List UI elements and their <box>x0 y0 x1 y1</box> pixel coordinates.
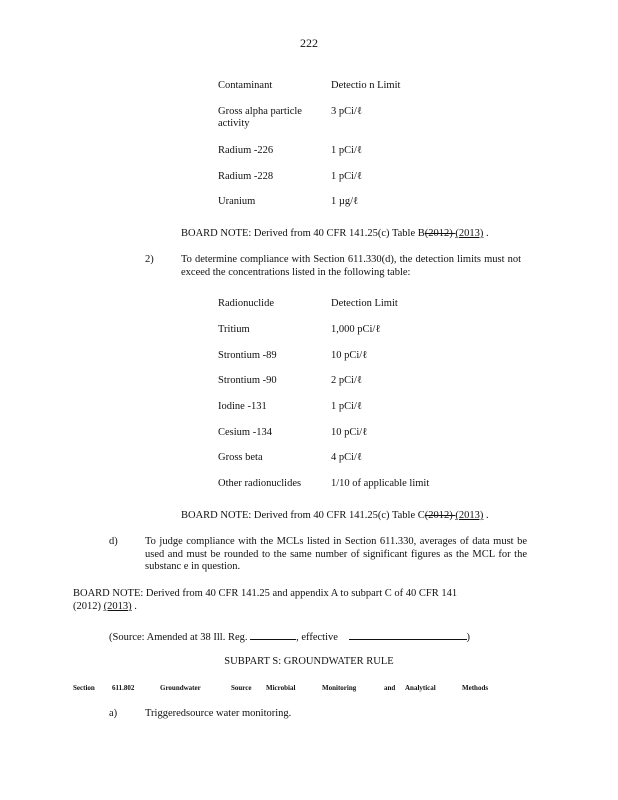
paragraph-text: Triggeredsource water monitoring. <box>145 708 292 719</box>
table-cell-limit: 1 µg/ℓ <box>331 196 359 207</box>
struck-year: (2012) <box>424 510 456 521</box>
section-word: Groundwater <box>160 684 201 692</box>
table-cell-limit: 1/10 of applicable limit <box>331 478 430 489</box>
blank-register-page <box>250 629 296 640</box>
table-header-contaminant: Contaminant <box>218 80 273 91</box>
board-note-text: BOARD NOTE: Derived from 40 CFR 141.25(c) Table C <box>181 510 425 521</box>
section-word: Monitoring <box>322 684 357 692</box>
table-header-radionuclide: Radionuclide <box>218 298 274 309</box>
list-marker: d) <box>109 536 118 547</box>
table-cell-name: Other radionuclides <box>218 478 302 489</box>
paragraph-text: To determine compliance with Section 611.330(d), the detection limits must not exceed the concentrations listed in the following table: <box>181 254 521 278</box>
subpart-heading: SUBPART S: GROUNDWATER RULE <box>224 656 394 667</box>
table-cell-name: Radium -226 <box>218 145 274 156</box>
table-cell-limit: 1 pCi/ℓ <box>331 171 362 182</box>
section-word: Analytical <box>405 684 436 692</box>
table-cell-name: Strontium -89 <box>218 350 277 361</box>
source-suffix: ) <box>466 632 471 643</box>
blank-effective-date <box>349 629 467 640</box>
table-cell-limit: 1,000 pCi/ℓ <box>331 324 381 335</box>
section-word: Source <box>231 684 252 692</box>
table-cell-limit: 10 pCi/ℓ <box>331 350 368 361</box>
table-header-detection-limit: Detection Limit <box>331 298 398 309</box>
table-cell-limit: 3 pCi/ℓ <box>331 106 362 117</box>
table-cell-name: Gross alpha particle activity <box>218 106 302 129</box>
note-suffix: . <box>131 601 137 612</box>
board-note-line2 <box>73 601 137 612</box>
board-note <box>181 510 489 521</box>
board-note <box>181 228 489 239</box>
note-suffix: . <box>483 510 489 521</box>
source-prefix: (Source: Amended at 38 Ill. Reg. <box>109 632 248 643</box>
table-cell-name: Uranium <box>218 196 256 207</box>
table-cell-limit: 1 pCi/ℓ <box>331 145 362 156</box>
board-note: BOARD NOTE: Derived from 40 CFR 141.25 and appendix A to subpart C of 40 CFR 141 <box>73 588 458 599</box>
table-cell-limit: 4 pCi/ℓ <box>331 452 362 463</box>
note-suffix: . <box>483 228 489 239</box>
source-effective: , effective <box>296 632 338 643</box>
section-number: 611.802 <box>112 684 135 692</box>
table-cell-name: Strontium -90 <box>218 375 277 386</box>
struck-year: (2012) <box>424 228 456 239</box>
table-cell-name: Gross beta <box>218 452 263 463</box>
section-word: Methods <box>462 684 489 692</box>
section-word: and <box>384 684 396 692</box>
table-cell-name: Cesium -134 <box>218 427 272 438</box>
list-marker: 2) <box>145 254 154 265</box>
inserted-year: (2013) <box>103 601 132 612</box>
table-cell-name: Tritium <box>218 324 250 335</box>
table-cell-name: Radium -228 <box>218 171 274 182</box>
table-header-detection-limit: Detectio n Limit <box>331 80 401 91</box>
list-marker: a) <box>109 708 118 719</box>
inserted-year: (2013) <box>455 510 484 521</box>
paragraph-text: To judge compliance with the MCLs listed in Section 611.330, averages of data must be used and must be rounded to the same number of significant figures as the MCL for the substanc e in question. <box>145 536 527 572</box>
table-cell-limit: 2 pCi/ℓ <box>331 375 362 386</box>
page-number: 222 <box>300 36 318 50</box>
struck-year: (2012) <box>73 601 104 612</box>
board-note-text: BOARD NOTE: Derived from 40 CFR 141.25(c) Table B <box>181 228 425 239</box>
inserted-year: (2013) <box>455 228 484 239</box>
section-word: Microbial <box>266 684 296 692</box>
section-word: Section <box>73 684 95 692</box>
table-cell-name: Iodine -131 <box>218 401 267 412</box>
table-cell-limit: 1 pCi/ℓ <box>331 401 362 412</box>
table-cell-limit: 10 pCi/ℓ <box>331 427 368 438</box>
source-note <box>109 629 470 643</box>
